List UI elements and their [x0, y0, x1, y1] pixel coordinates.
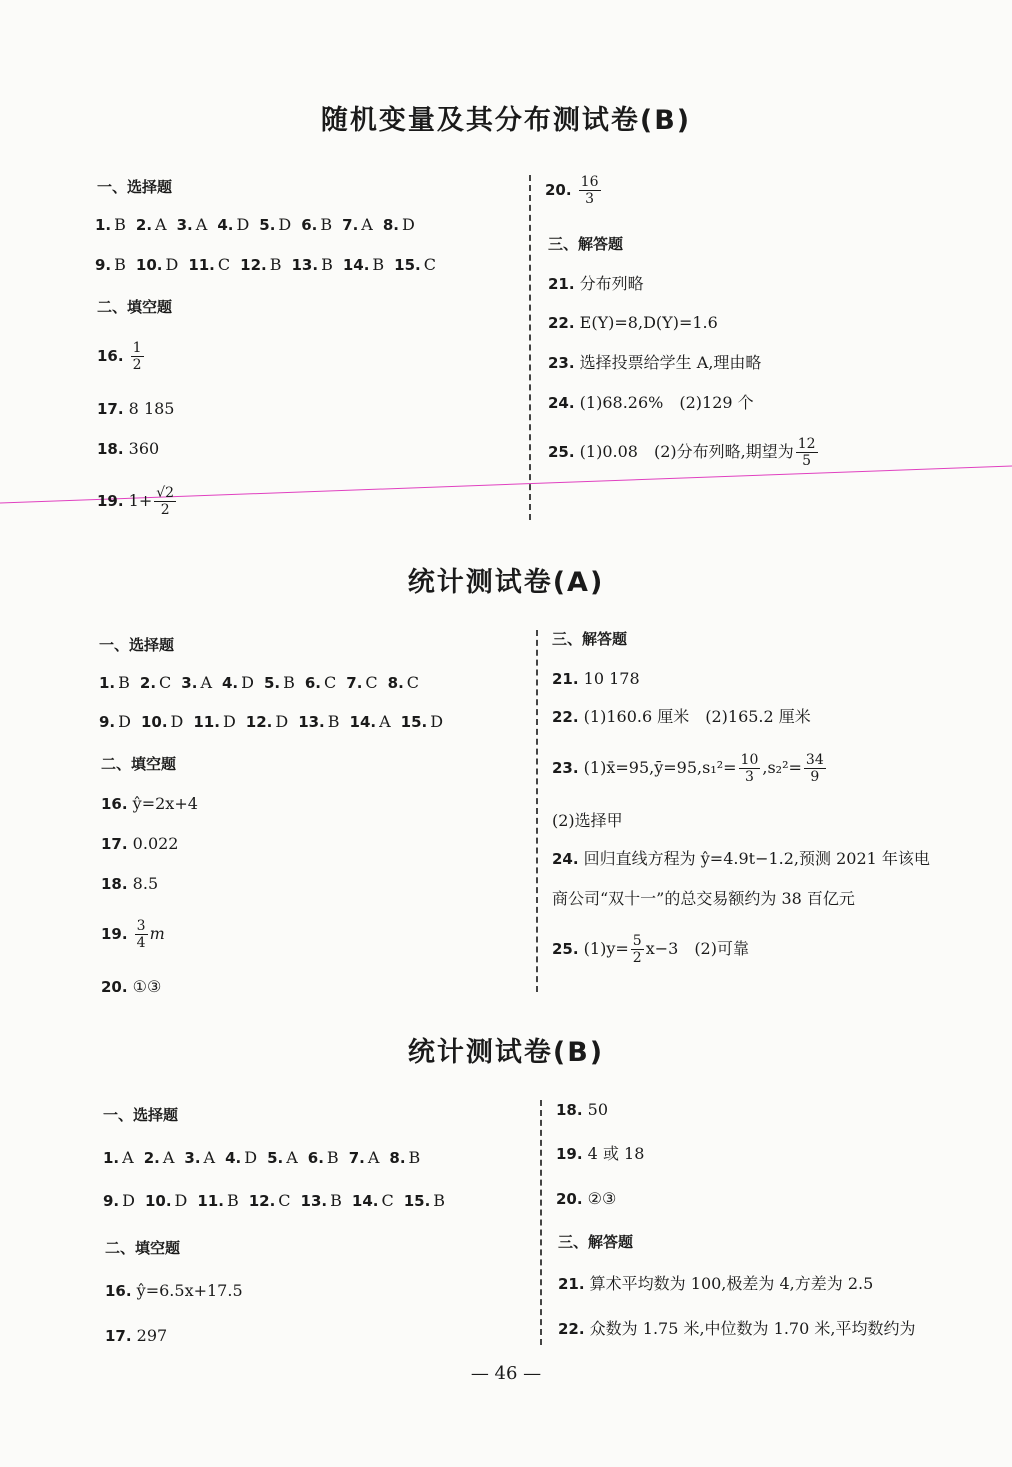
- choice-answer: 14. A: [349, 712, 391, 731]
- choice-answer: 12. B: [240, 255, 282, 274]
- choice-answer: 2. A: [143, 1148, 175, 1167]
- choice-heading: 一、选择题: [97, 178, 173, 196]
- choice-answer: 8. C: [387, 673, 420, 692]
- fill-heading: 二、填空题: [97, 298, 173, 316]
- choice-answer: 15. D: [400, 712, 444, 731]
- answer-20: 20. ①③: [101, 977, 162, 996]
- fraction: $\frac{1}{2}$: [132, 340, 142, 373]
- answer-23: 23. (1)x̄=95,ȳ=95,s₁²= $\frac{10}{3}$ ,s₂²= $\frac{34}{9}$: [552, 752, 824, 785]
- choices-row: [103, 1191, 455, 1211]
- fill-heading: 二、填空题: [101, 755, 177, 773]
- answer-19: 19. 4 或 18: [556, 1144, 645, 1163]
- choice-answer: 4. D: [225, 1148, 258, 1167]
- answer-24: 24. 回归直线方程为 ŷ=4.9t−1.2,预测 2021 年该电: [552, 849, 930, 868]
- fraction: $\frac{3}{4}$: [136, 918, 146, 951]
- fraction: $\frac{5}{2}$: [632, 933, 642, 966]
- choice-answer: 15. C: [394, 255, 436, 274]
- choices-row: [103, 1148, 430, 1168]
- answer-22: 22. 众数为 1.75 米,中位数为 1.70 米,平均数约为: [558, 1319, 916, 1338]
- choice-answer: 3. A: [181, 673, 212, 692]
- answer-24: 24. (1)68.26% (2)129 个: [548, 393, 754, 412]
- answer-19: 19. 1+ $\frac{√2}{2}$: [97, 485, 175, 518]
- choice-answer: 1. B: [99, 673, 130, 692]
- choice-answer: 15. B: [403, 1191, 446, 1210]
- answer-25: 25. (1)y= $\frac{5}{2}$ x−3 (2)可靠: [552, 933, 749, 966]
- answer-16: 16. ŷ=2x+4: [101, 794, 198, 813]
- fraction: $\frac{34}{9}$: [805, 752, 824, 785]
- choice-answer: 11. B: [197, 1191, 239, 1210]
- choice-answer: 14. B: [342, 255, 385, 274]
- choice-answer: 6. B: [307, 1148, 339, 1167]
- choice-answer: 7. A: [342, 215, 373, 234]
- answer-22: 22. E(Y)=8,D(Y)=1.6: [548, 313, 718, 332]
- choice-answer: 10. D: [144, 1191, 188, 1210]
- choice-answer: 1. A: [103, 1148, 134, 1167]
- choice-answer: 1. B: [95, 215, 126, 234]
- choice-answer: 5. B: [263, 673, 295, 692]
- choice-answer: 4. D: [217, 215, 250, 234]
- answer-23: 23. 选择投票给学生 A,理由略: [548, 353, 762, 372]
- section-title: 统计测试卷(B): [407, 1037, 605, 1068]
- choices-row: [95, 255, 446, 275]
- answer-16: 16. $\frac{1}{2}$: [97, 340, 142, 373]
- solve-heading: 三、解答题: [548, 235, 624, 253]
- fraction: $\frac{16}{3}$: [580, 174, 599, 207]
- choice-heading: 一、选择题: [99, 636, 175, 654]
- choice-answer: 7. C: [346, 673, 378, 692]
- choice-answer: 9. B: [95, 255, 126, 274]
- fraction: $\frac{10}{3}$: [740, 752, 759, 785]
- answer-25: 25. (1)0.08 (2)分布列略,期望为 $\frac{12}{5}$: [548, 436, 816, 469]
- answer-23-part2: (2)选择甲: [552, 811, 623, 830]
- choice-answer: 5. A: [267, 1148, 298, 1167]
- choice-answer: 7. A: [348, 1148, 380, 1167]
- section-title: 统计测试卷(A): [407, 567, 605, 598]
- choices-row: [95, 215, 425, 235]
- choice-answer: 9. D: [99, 712, 131, 731]
- choice-answer: 12. D: [245, 712, 289, 731]
- answer-20: 20. $\frac{16}{3}$: [545, 174, 599, 207]
- answer-17: 17. 0.022: [101, 834, 179, 853]
- choice-answer: 10. D: [135, 255, 179, 274]
- page-number: — 46 —: [470, 1363, 542, 1384]
- answer-20: 20. ②③: [556, 1189, 617, 1208]
- answer-19: 19. $\frac{3}{4}$ m: [101, 918, 165, 951]
- answer-18: 18. 360: [97, 439, 160, 458]
- choice-answer: 13. B: [300, 1191, 342, 1210]
- choice-answer: 4. D: [222, 673, 254, 692]
- answer-21: 21. 算术平均数为 100,极差为 4,方差为 2.5: [558, 1274, 874, 1293]
- choices-row: [99, 673, 429, 693]
- choice-answer: 10. D: [140, 712, 184, 731]
- column-divider: [529, 175, 531, 520]
- answer-21: 21. 分布列略: [548, 274, 644, 293]
- choice-answer: 2. C: [139, 673, 172, 692]
- choice-answer: 6. B: [301, 215, 333, 234]
- choice-answer: 8. B: [389, 1148, 421, 1167]
- choice-answer: 13. B: [298, 712, 340, 731]
- answer-24-cont: 商公司“双十一”的总交易额约为 38 百亿元: [552, 889, 855, 908]
- answer-21: 21. 10 178: [552, 669, 640, 688]
- answer-16: 16. ŷ=6.5x+17.5: [105, 1281, 243, 1300]
- choice-answer: 3. A: [184, 1148, 216, 1167]
- choice-answer: 8. D: [382, 215, 415, 234]
- choice-answer: 12. C: [248, 1191, 291, 1210]
- choice-answer: 2. A: [135, 215, 167, 234]
- choice-answer: 11. D: [193, 712, 236, 731]
- answer-18: 18. 50: [556, 1100, 609, 1119]
- choice-answer: 5. D: [259, 215, 292, 234]
- solve-heading: 三、解答题: [558, 1233, 634, 1251]
- answer-18: 18. 8.5: [101, 874, 159, 893]
- column-divider: [536, 630, 538, 992]
- choice-answer: 13. B: [291, 255, 333, 274]
- choice-answer: 9. D: [103, 1191, 135, 1210]
- column-divider: [540, 1100, 542, 1345]
- fraction: $\frac{12}{5}$: [797, 436, 816, 469]
- choice-answer: 14. C: [351, 1191, 394, 1210]
- section-title: 随机变量及其分布测试卷(B): [320, 105, 692, 136]
- fraction: $\frac{√2}{2}$: [156, 485, 175, 518]
- choice-answer: 3. A: [176, 215, 208, 234]
- answer-17: 17. 8 185: [97, 399, 175, 418]
- choice-answer: 6. C: [304, 673, 337, 692]
- choices-row: [99, 712, 453, 732]
- fill-heading: 二、填空题: [105, 1239, 181, 1257]
- solve-heading: 三、解答题: [552, 630, 628, 648]
- choice-answer: 11. C: [188, 255, 231, 274]
- answer-17: 17. 297: [105, 1326, 168, 1345]
- answer-22: 22. (1)160.6 厘米 (2)165.2 厘米: [552, 707, 811, 726]
- choice-heading: 一、选择题: [103, 1106, 179, 1124]
